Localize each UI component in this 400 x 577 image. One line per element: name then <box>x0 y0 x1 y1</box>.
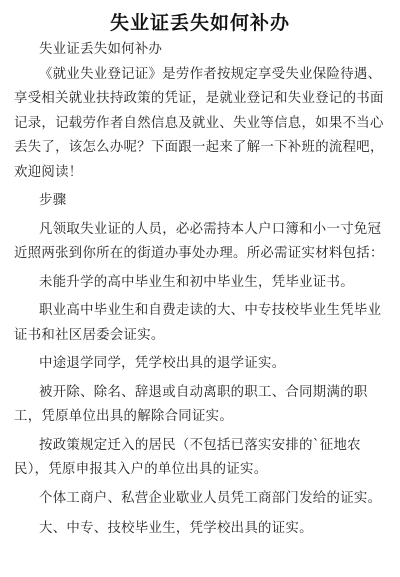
list-item: 被开除、除名、辞退或自动离职的职工、合同期满的职工，凭原单位出具的解除合同证实。 <box>14 384 368 424</box>
page-title: 失业证丢失如何补办 <box>109 12 290 34</box>
list-item: 中途退学同学，凭学校出具的退学证实。 <box>39 356 286 371</box>
subtitle-paragraph: 失业证丢失如何补办 <box>39 42 163 57</box>
steps-heading: 步骤 <box>39 193 67 208</box>
article-body <box>14 38 388 542</box>
list-item: 职业高中毕业生和自费走读的大、中专技校毕业生凭毕业证书和社区居委会证实。 <box>14 303 382 343</box>
list-item: 未能升学的高中毕业生和初中毕业生，凭毕业证书。 <box>39 274 354 290</box>
intro-paragraph: 《就业失业登记证》是劳作者按规定享受失业保险待遇、享受相关就业扶持政策的凭证，是就业登记和失业登记的书面记录，记载劳作者自然信息及就业、失业等信息，如果不当心丢失了，该怎么办呢？下面跟一起来了解一下补班的流程吧，欢迎阅读！ <box>14 66 384 180</box>
list-item: 大、中专、技校毕业生，凭学校出具的证实。 <box>39 521 313 536</box>
list-item: 按政策规定迁入的居民（不包括已落实安排的`征地农民），凭原申报其入户的单位出具的证实。 <box>14 437 361 477</box>
list-item: 个体工商户、私营企业歇业人员凭工商部门发给的证实。 <box>39 490 382 506</box>
requirement-paragraph: 凡领取失业证的人员，必必需持本人户口簿和小一寸免冠近照两张到你所在的街道办事处办理。所必需证实材料包括： <box>14 221 384 261</box>
